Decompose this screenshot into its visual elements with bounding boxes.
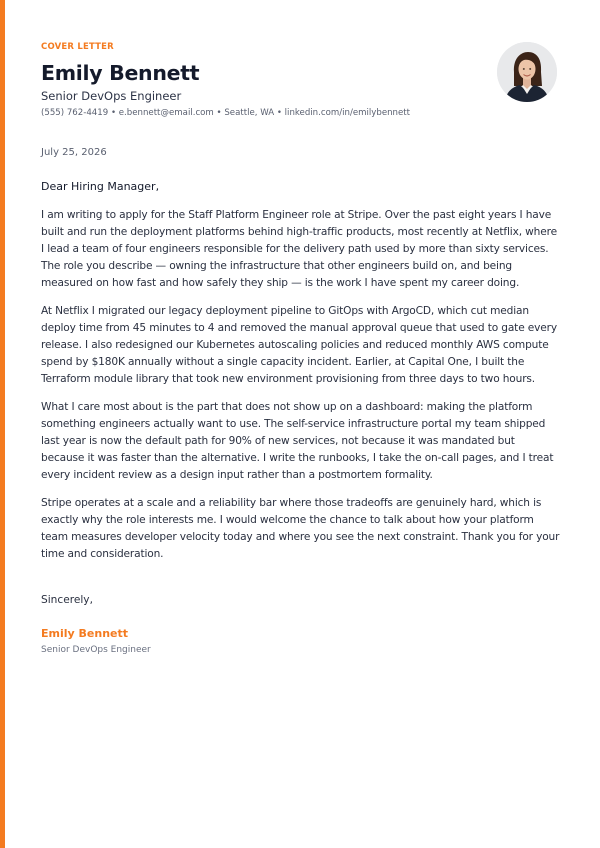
- signature-name: Emily Bennett: [41, 627, 129, 640]
- body-paragraph: What I care most about is the part that does not show up on a dashboard: making the platform something engineers actually want to use. The self-service infrastructure portal my team shipped last year is now the default path for 90% of new services, not because it was mandated but because it was faster than the alternative. I write the runbooks, I take the on-call pages, and I treat every incident review as a design input rather than a postmortem formality.: [41, 401, 554, 481]
- portrait-image: [497, 42, 557, 102]
- contact-line: (555) 762-4419 • e.bennett@email.com • Seattle, WA • linkedin.com/in/emilybennett: [41, 108, 411, 118]
- body-paragraph: Stripe operates at a scale and a reliability bar where those tradeoffs are genuinely hard, which is exactly why the role interests me. I would welcome the chance to talk about how your platform team measures developer velocity today and where you see the next constraint. Thank you for your time and consideration.: [41, 497, 560, 560]
- document-type-label: COVER LETTER: [41, 42, 114, 52]
- letter-header: [41, 42, 481, 119]
- salutation: Dear Hiring Manager,: [41, 180, 160, 193]
- letter-body: [41, 207, 561, 574]
- closing: Sincerely,: [41, 594, 93, 606]
- letter-date: July 25, 2026: [41, 147, 107, 158]
- body-paragraph: I am writing to apply for the Staff Platform Engineer role at Stripe. Over the past eight years I have built and run the deployment platforms behind high-traffic products, most recently at Netflix, where I lead a team of four engineers responsible for the delivery path used by more than sixty services. The role you describe — owning the infrastructure that other engineers build on, and being measured on how fast and how safely they ship — is the work I have spent my career doing.: [41, 209, 557, 289]
- applicant-name: Emily Bennett: [41, 61, 200, 85]
- accent-bar: [0, 0, 5, 848]
- profile-photo: [497, 42, 557, 102]
- applicant-role: Senior DevOps Engineer: [41, 89, 182, 103]
- body-paragraph: At Netflix I migrated our legacy deployment pipeline to GitOps with ArgoCD, which cut median deploy time from 45 minutes to 4 and removed the manual approval queue that used to gate every release. I also redesigned our Kubernetes autoscaling policies and reduced monthly AWS compute spend by $180K annually without a single capacity incident. Earlier, at Capital One, I built the Terraform module library that took new environment provisioning from three days to two hours.: [41, 305, 557, 385]
- signature-role: Senior DevOps Engineer: [41, 645, 151, 655]
